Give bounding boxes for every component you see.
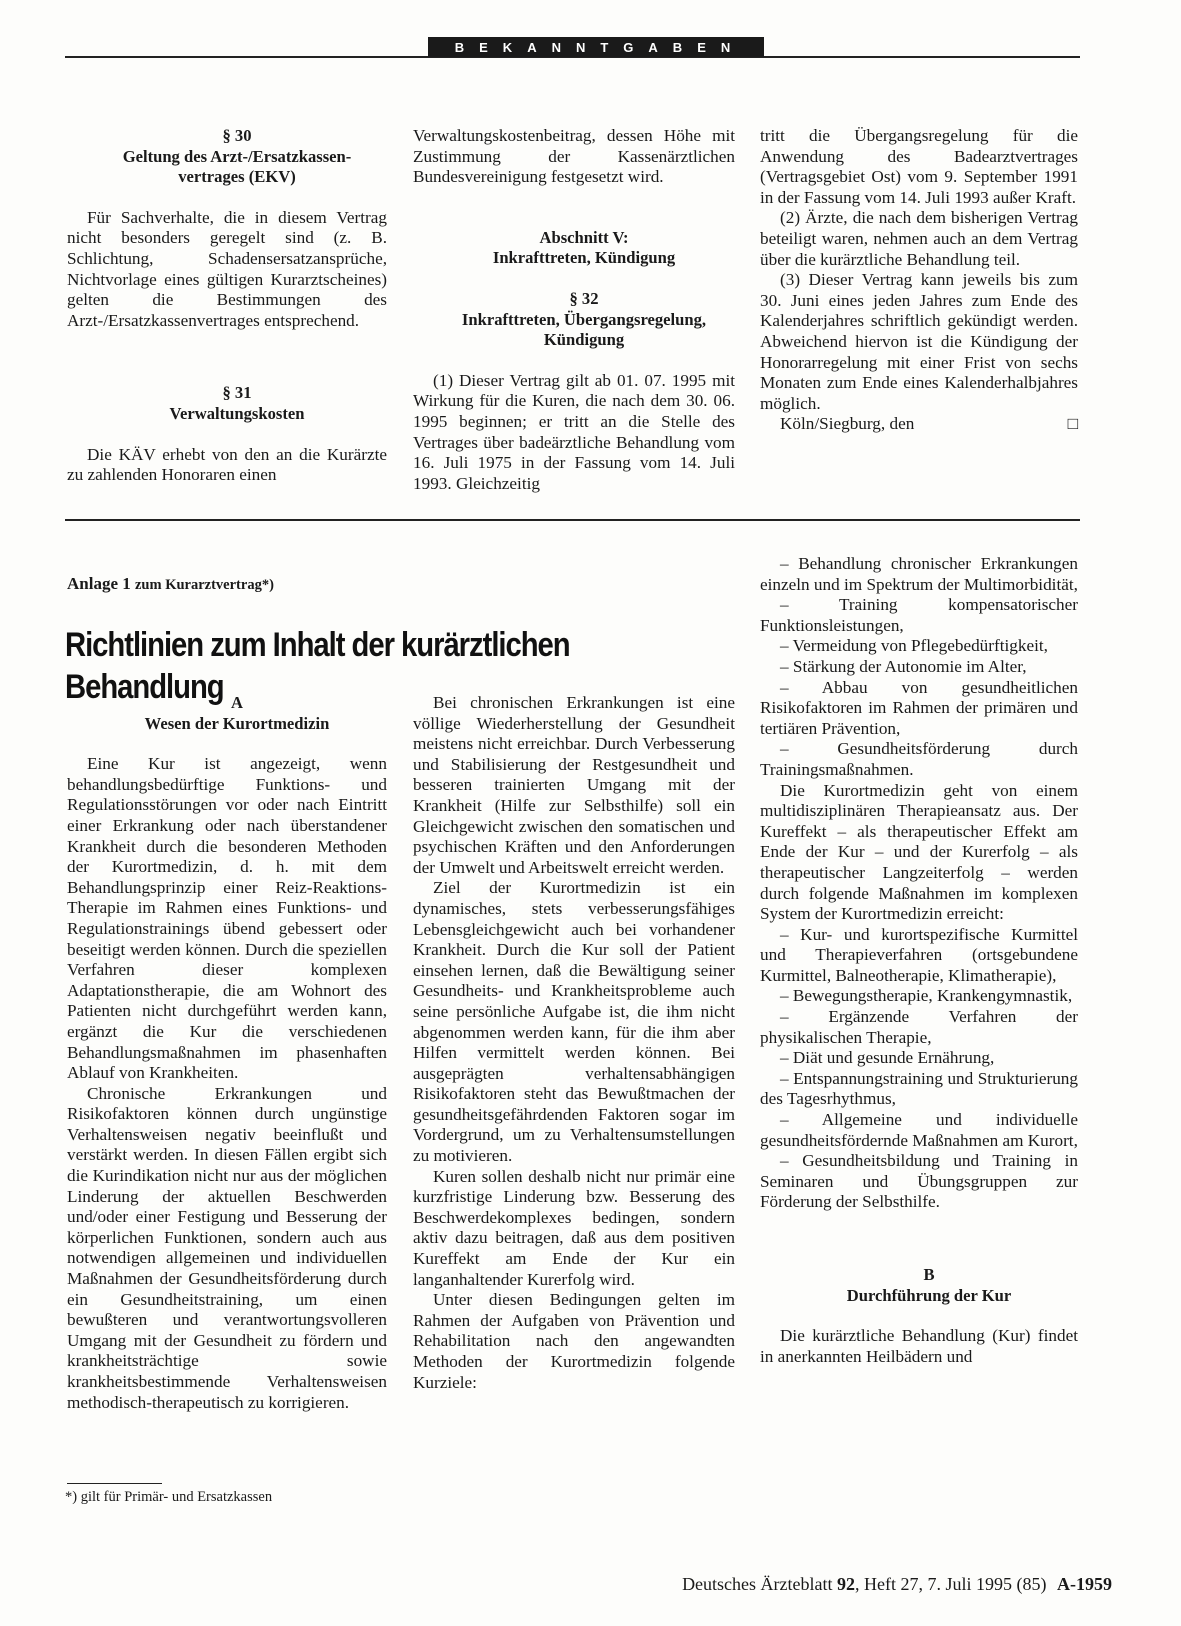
annex-reference: zum Kurarztvertrag*) <box>135 577 274 593</box>
article-title: Richtlinien zum Inhalt der kurärztlichen Behandlung <box>65 626 570 706</box>
abschnitt-v-title-line-2: Inkrafttreten, Kündigung <box>492 248 676 268</box>
end-mark-icon: □ <box>1067 414 1078 434</box>
section-31-title: Verwaltungskosten <box>169 403 305 423</box>
section-b-title: Durchführung der Kur <box>846 1285 1012 1305</box>
column-2-paragraph-1: Bei chronischen Erkrankungen ist eine völlige Wiederherstellung der Gesundheit meistens nicht erreichbar. Durch Verbesserung und Stabilisierung der Restgesundheit und besseren trainierten Umgang mit der Krankheit (Hilfe zur Selbsthilfe) soll ein Gleichgewicht zwischen den somatischen und psychischen Kräften und den Anforderungen der Umwelt und Arbeitswelt erreicht werden. <box>413 693 735 877</box>
top-column-1 <box>67 126 387 486</box>
section-32-paragraph-3: (3) Dieser Vertrag kann jeweils bis zum 30. Juni eines jeden Jahres zum Ende des Kalenderjahres schriftlich gekündigt werden. Abweichend hiervon ist die Kündigung der Honorarregelung mit einer Frist von sechs Monaten zum Ende eines Kalenderhalbjahres möglich. <box>760 270 1078 413</box>
section-32-number: § 32 <box>569 288 599 308</box>
column-2-paragraph-4: Unter diesen Bedingungen gelten im Rahmen der Aufgaben von Prävention und Rehabilitation nach den angewandten Methoden der Kurortmedizin folgende Kurziele: <box>413 1290 735 1392</box>
goal-item: – Abbau von gesundheitlichen Risikofaktoren im Rahmen der primären und tertiären Prävention, <box>760 677 1078 738</box>
section-30-title-line-1: Geltung des Arzt-/Ersatzkassen- <box>122 146 352 166</box>
section-a-paragraph-2: Chronische Erkrankungen und Risikofaktoren können durch ungünstige Verhaltensweisen negativ beeinflußt und verstärkt werden. In diesen Fällen ergibt sich die Kurindikation nicht nur aus der möglichen Linderung der aktuellen Beschwerden und/oder einer Festigung und Besserung der körperlichen Funktionen, sondern auch aus notwendigen allgemeinen und individuellen Maßnahmen der Gesundheitsförderung durch ein Gesundheitstraining, um einen bewußteren und verantwortungsvolleren Umgang mit der Gesundheit zu fördern und krankheitsträchtige sowie krankheitsbestimmende Verhaltensweisen methodisch-therapeutisch zu korrigieren. <box>67 1083 387 1412</box>
bottom-column-3 <box>760 554 1078 1367</box>
goal-item: – Stärkung der Autonomie im Alter, <box>780 656 1027 676</box>
measure-item: – Allgemeine und individuelle gesundheitsfördernde Maßnahmen am Kurort, <box>760 1110 1078 1150</box>
annex-label <box>67 574 274 594</box>
goal-item: – Behandlung chronischer Erkrankungen einzeln und im Spektrum der Multimorbidität, <box>760 554 1078 594</box>
signature-line <box>760 414 1078 435</box>
abschnitt-v-title-line-1: Abschnitt V: <box>539 227 629 247</box>
goal-item: – Vermeidung von Pflegebedürftigkeit, <box>780 636 1048 656</box>
section-30-title-line-2: vertrages (EKV) <box>178 167 296 187</box>
page-number: A-1959 <box>1057 1574 1112 1594</box>
section-32-title-line-1: Inkrafttreten, Übergangsregelung, <box>461 309 707 329</box>
section-header-band <box>428 37 764 57</box>
therapy-approach-paragraph: Die Kurortmedizin geht von einem multidisziplinären Therapieansatz aus. Der Kureffekt – als therapeutischer Effekt am Ende der Kur – und der Kurerfolg – als therapeutischer Langzeiterfolg – werden durch folgende Maßnahmen im komplexen System der Kurortmedizin erreicht: <box>760 780 1078 924</box>
section-b-paragraph: Die kurärztliche Behandlung (Kur) findet in anerkannten Heilbädern und <box>760 1326 1078 1366</box>
section-a-title: Wesen der Kurortmedizin <box>144 713 330 733</box>
column-2-paragraph-3: Kuren sollen deshalb nicht nur primär eine kurzfristige Linderung bzw. Besserung des Beschwerdekomplexes bedingen, sondern aktiv dazu beitragen, daß aus dem positiven Kureffekt am Ende der Kur ein langanhaltender Kurerfolg wird. <box>413 1166 735 1289</box>
section-30-text: Für Sachverhalte, die in diesem Vertrag nicht besonders geregelt sind (z. B. Schlichtung, Schadensersatzansprüche, Nichtvorlage eines gültigen Kurarztscheines) gelten die Bestimmungen des Arzt-/Ersatzkassenvertrages entsprechend. <box>67 207 387 330</box>
measure-item: – Ergänzende Verfahren der physikalischen Therapie, <box>760 1007 1078 1047</box>
signature-place: Köln/Siegburg, den <box>780 414 915 434</box>
goal-item: – Training kompensatorischer Funktionsleistungen, <box>760 595 1078 635</box>
section-header-label: BEKANNTGABEN <box>454 39 746 55</box>
measure-item: – Diät und gesunde Ernährung, <box>780 1048 995 1068</box>
measure-item: – Gesundheitsbildung und Training in Seminaren und Übungsgruppen zur Förderung der Selbsthilfe. <box>760 1151 1078 1212</box>
journal-name: Deutsches Ärzteblatt <box>682 1574 833 1594</box>
measure-item: – Kur- und kurortspezifische Kurmittel und Therapieverfahren (ortsgebundene Kurmittel, Balneotherapie, Klimatherapie), <box>760 924 1078 985</box>
section-30-number: § 30 <box>222 126 252 145</box>
journal-volume: 92 <box>837 1574 856 1594</box>
section-32-continuation: tritt die Übergangsregelung für die Anwendung des Badearztvertrages (Vertragsgebiet Ost) vom 9. September 1991 in der Fassung vom 14. Juli 1993 außer Kraft. <box>760 126 1078 207</box>
section-a-letter: A <box>231 693 243 712</box>
bottom-column-1 <box>67 693 387 1413</box>
journal-issue: , Heft 27, 7. Juli 1995 (85) <box>855 1574 1047 1594</box>
column-2-paragraph-2: Ziel der Kurortmedizin ist ein dynamisches, stets verbesserungsfähiges Lebensgleichgewicht auch bei vorhandener Krankheit. Durch die Kur soll der Patient einsehen lernen, daß die Bewältigung seiner Gesundheits- und Krankheitsprobleme auch seine persönliche Aufgabe ist, die ihm nicht abgenommen werden kann, für die ihm aber Hilfen vermittelt werden können. Bei ausgeprägten verhaltensabhängigen Risikofaktoren steht das Bewußtmachen der gesundheitsgefährdenden Faktoren sogar im Vordergrund, um zu Verhaltensumstellungen zu motivieren. <box>413 878 735 1166</box>
section-32-paragraph-2: (2) Ärzte, die nach dem bisherigen Vertrag beteiligt waren, nehmen auch an dem Vertrag über die kurärztliche Behandlung teil. <box>760 208 1078 269</box>
top-column-2 <box>413 126 735 494</box>
bottom-column-2 <box>413 693 735 1393</box>
section-a-paragraph-1: Eine Kur ist angezeigt, wenn behandlungsbedürftige Funktions- und Regulationsstörungen vor oder nach Eintritt einer Erkrankung oder nach überstandener Krankheit durch die besonderen Methoden der Kurortmedizin, d. h. mit dem Behandlungsprinzip einer Reiz-Reaktions-Therapie im Rahmen eines Funktions- und Regulationstrainings übend gebessert oder beseitigt werden können. Durch die speziellen Verfahren dieser komplexen Adaptationstherapie, die am Wohnort des Patienten nicht durchgeführt werden kann, ergänzt die Kur die verschiedenen Behandlungsmaßnahmen im phasenhaften Ablauf von Krankheiten. <box>67 754 387 1083</box>
footnote: *) gilt für Primär- und Ersatzkassen <box>65 1489 273 1505</box>
section-32-paragraph-1: (1) Dieser Vertrag gilt ab 01. 07. 1995 mit Wirkung für die Kuren, die nach dem 30. 06. 1995 beginnen; er tritt an die Stelle des Vertrages über badeärztliche Behandlung vom 16. Juli 1975 in der Fassung vom 14. Juli 1993. Gleichzeitig <box>413 370 735 493</box>
top-column-3 <box>760 126 1078 435</box>
section-divider <box>65 519 1080 521</box>
goal-item: – Gesundheitsförderung durch Trainingsmaßnahmen. <box>760 739 1078 779</box>
footnote-rule <box>67 1483 162 1484</box>
annex-number: Anlage 1 <box>67 574 131 593</box>
measure-item: – Entspannungstraining und Strukturierung des Tagesrhythmus, <box>760 1068 1078 1109</box>
measure-item: – Bewegungstherapie, Krankengymnastik, <box>780 986 1073 1006</box>
section-31-continuation: Verwaltungskostenbeitrag, dessen Höhe mit Zustimmung der Kassenärztlichen Bundesvereinigung festgesetzt wird. <box>413 126 735 187</box>
section-31-text: Die KÄV erhebt von den an die Kurärzte zu zahlenden Honoraren einen <box>67 444 387 485</box>
section-32-title-line-2: Kündigung <box>543 330 625 350</box>
section-b-letter: B <box>923 1265 935 1284</box>
section-31-number: § 31 <box>222 383 252 403</box>
page-footer <box>682 1574 1112 1595</box>
